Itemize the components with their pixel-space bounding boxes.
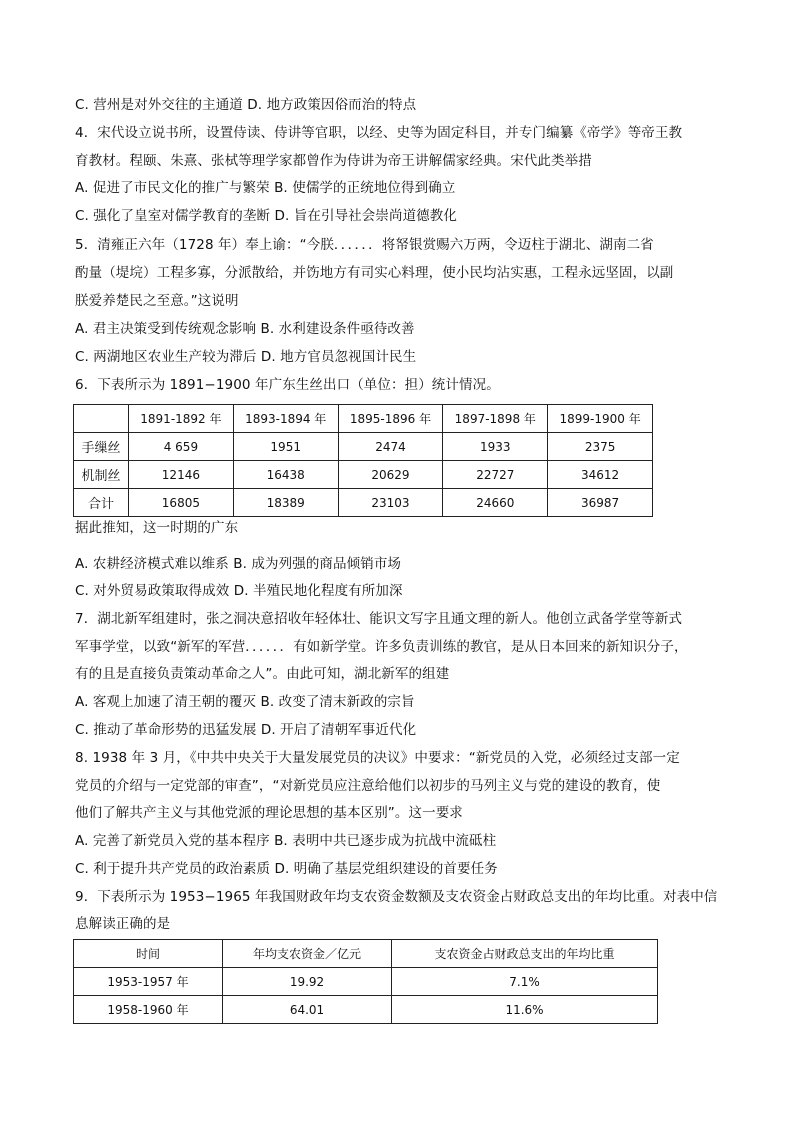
q9-stem-line2: 息解读正确的是 [75, 916, 171, 932]
q6-options-ab: A. 农耕经济模式难以维系 B. 成为列强的商品倾销市场 [75, 556, 402, 572]
table-cell: 7.1% [392, 968, 658, 996]
q7-options-cd: C. 推动了革命形势的迅猛发展 D. 开启了清朝军事近代化 [75, 722, 417, 738]
table-cell: 合计 [74, 489, 129, 517]
q5-stem-line2: 酌量（堤垸）工程多寡，分派散给，并饬地方有司实心料理，使小民均沾实惠，工程永远坚固，以副 [75, 265, 674, 281]
q9-stem-line1: 9．下表所示为 1953−1965 年我国财政年均支农资金数额及支农资金占财政总支出的年均比重。对表中信 [75, 889, 718, 905]
table-cell: 64.01 [223, 996, 392, 1024]
table-cell: 机制丝 [74, 461, 129, 489]
table-cell: 4 659 [129, 433, 234, 461]
table-cell: 年均支农资金／亿元 [223, 940, 392, 968]
table-cell: 1958-1960 年 [74, 996, 223, 1024]
agri-funds-table [73, 939, 658, 1024]
q8-stem-line3: 他们了解共产主义与其他党派的理论思想的基本区别”。这一要求 [75, 805, 463, 821]
table-cell: 1899-1900 年 [548, 405, 653, 433]
q6-stem: 6．下表所示为 1891−1900 年广东生丝出口（单位：担）统计情况。 [75, 377, 500, 393]
table-cell: 时间 [74, 940, 223, 968]
q5-options-cd: C. 两湖地区农业生产较为滞后 D. 地方官员忽视国计民生 [75, 349, 417, 365]
q4-options-cd: C. 强化了皇室对儒学教育的垄断 D. 旨在引导社会崇尚道德教化 [75, 208, 457, 224]
table-cell: 19.92 [223, 968, 392, 996]
table-row [74, 461, 653, 489]
table-row [74, 489, 653, 517]
table-row [74, 968, 658, 996]
table-cell: 12146 [129, 461, 234, 489]
q5-options-ab: A. 君主决策受到传统观念影响 B. 水利建设条件亟待改善 [75, 321, 415, 337]
table-header-row [74, 940, 658, 968]
table-cell: 2474 [338, 433, 443, 461]
table-cell: 34612 [548, 461, 653, 489]
q8-stem-line2: 党员的介绍与一定党部的审查”，“对新党员应注意给他们以初步的马列主义与党的建设的教育，使 [75, 778, 661, 794]
q8-options-ab: A. 完善了新党员入党的基本程序 B. 表明中共已逐步成为抗战中流砥柱 [75, 833, 497, 849]
table-cell: 1895-1896 年 [338, 405, 443, 433]
table-cell: 16805 [129, 489, 234, 517]
table-cell: 1951 [233, 433, 338, 461]
q8-options-cd: C. 利于提升共产党员的政治素质 D. 明确了基层党组织建设的首要任务 [75, 861, 498, 877]
table-cell: 1891-1892 年 [129, 405, 234, 433]
table-cell [74, 405, 129, 433]
table-row [74, 433, 653, 461]
table-cell: 36987 [548, 489, 653, 517]
table-cell: 1897-1898 年 [443, 405, 548, 433]
table-cell: 1893-1894 年 [233, 405, 338, 433]
q8-stem-line1: 8. 1938 年 3 月，《中共中央关于大量发展党员的决议》中要求：“新党员的入党，必须经过支部一定 [75, 750, 680, 766]
table-cell: 20629 [338, 461, 443, 489]
table-cell: 1953-1957 年 [74, 968, 223, 996]
q4-stem-line1: 4．宋代设立说书所，设置侍读、侍讲等官职，以经、史等为固定科目，并专门编纂《帝学》等帝王教 [75, 125, 683, 141]
table-cell: 2375 [548, 433, 653, 461]
table-cell: 1933 [443, 433, 548, 461]
q7-options-ab: A. 客观上加速了清王朝的覆灭 B. 改变了清末新政的宗旨 [75, 694, 415, 710]
table-cell: 手缫丝 [74, 433, 129, 461]
q6-options-cd: C. 对外贸易政策取得成效 D. 半殖民地化程度有所加深 [75, 583, 403, 599]
q3-options-cd: C. 营州是对外交往的主通道 D. 地方政策因俗而治的特点 [75, 97, 417, 113]
table-cell: 22727 [443, 461, 548, 489]
q6-conclusion: 据此推知，这一时期的广东 [75, 520, 239, 536]
q4-options-ab: A. 促进了市民文化的推广与繁荣 B. 使儒学的正统地位得到确立 [75, 180, 456, 196]
q4-stem-line2: 育教材。程颐、朱熹、张栻等理学家都曾作为侍讲为帝王讲解儒家经典。宋代此类举措 [75, 153, 592, 169]
q5-stem-line3: 朕爱养楚民之至意。”这说明 [75, 293, 239, 309]
q7-stem-line3: 有的且是直接负责策动革命之人”。由此可知，湖北新军的组建 [75, 666, 450, 682]
table-cell: 23103 [338, 489, 443, 517]
table-cell: 18389 [233, 489, 338, 517]
silk-export-table [73, 404, 653, 517]
q7-stem-line2: 军事学堂，以致“新军的军营．．．．．．有如新学堂。许多负责训练的教官，是从日本回来的新知识分子， [75, 639, 688, 655]
table-cell: 11.6% [392, 996, 658, 1024]
table-header-row [74, 405, 653, 433]
table-cell: 支农资金占财政总支出的年均比重 [392, 940, 658, 968]
table-row [74, 996, 658, 1024]
table-cell: 16438 [233, 461, 338, 489]
table-cell: 24660 [443, 489, 548, 517]
q5-stem-line1: 5．清雍正六年（1728 年）奉上谕：“今朕．．．．．．将帑银赏赐六万两，令迈柱于湖北、湖南二省 [75, 237, 654, 253]
q7-stem-line1: 7．湖北新军组建时，张之洞决意招收年轻体壮、能识文写字且通文理的新人。他创立武备学堂等新式 [75, 611, 683, 627]
